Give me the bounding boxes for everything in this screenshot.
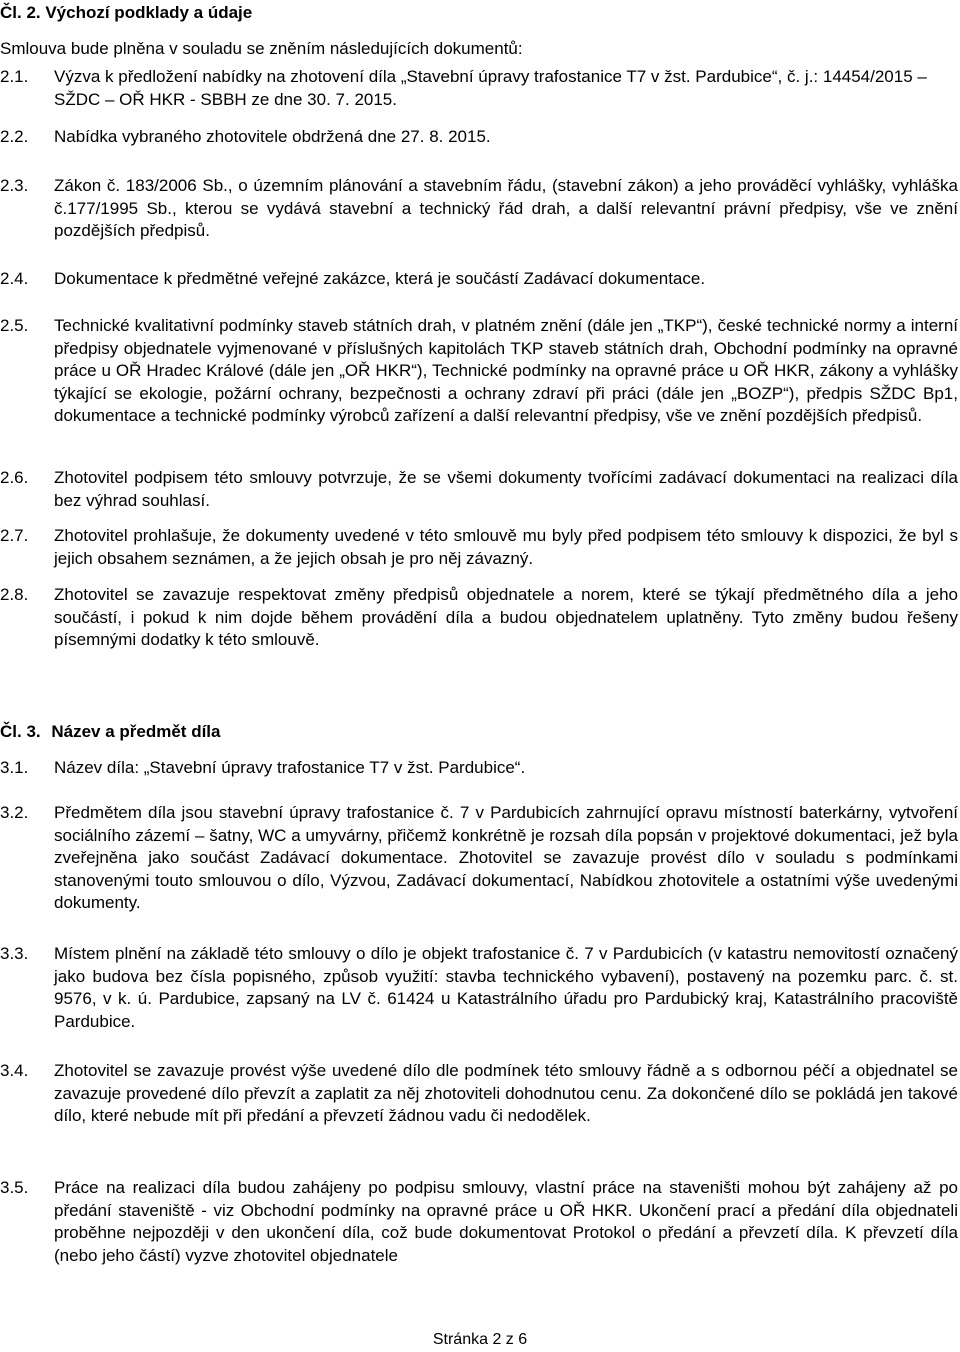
clause-3-4: [0, 1060, 958, 1128]
page-number: Stránka 2 z 6: [432, 1331, 528, 1348]
clause-number: 2.8.: [0, 585, 29, 604]
clause-number: 3.5.: [0, 1178, 29, 1197]
clause-number: 2.5.: [0, 316, 29, 335]
clause-2-2: [0, 126, 958, 149]
clause-text: Název díla: „Stavební úpravy trafostanice T7 v žst. Pardubice“.: [54, 758, 526, 777]
clause-2-5: [0, 315, 958, 428]
clause-text: Dokumentace k předmětné veřejné zakázce, která je součástí Zadávací dokumentace.: [54, 269, 706, 288]
clause-2-7: [0, 525, 958, 570]
clause-number: 2.4.: [0, 269, 29, 288]
section-3-heading-number: Čl. 3.: [0, 722, 41, 741]
clause-text: Výzva k předložení nabídky na zhotovení díla „Stavební úpravy trafostanice T7 v žst. Pardubice“, č. j.: 14454/2015 – SŽDC – OŘ HKR - SBBH ze dne 30. 7. 2015.: [54, 67, 927, 109]
clause-3-1: [0, 757, 958, 780]
clause-text: Nabídka vybraného zhotovitele obdržená dne 27. 8. 2015.: [54, 127, 491, 146]
clause-number: 2.3.: [0, 176, 29, 195]
clause-text: Předmětem díla jsou stavební úpravy trafostanice č. 7 v Pardubicích zahrnující opravu místností baterkárny, vytvoření sociálního zázemí – šatny, WC a umyvárny, přičemž konkrétně je rozsah díla popsán v projektové dokumentaci, jež byla zveřejněna jako součást Zadávací dokumentace. Zhotovitel se zavazuje provést dílo v souladu s podmínkami stanovenými touto smlouvou o dílo, Výzvou, Zadávací dokumentací, Nabídkou zhotovitele a ostatními výše uvedenými dokumenty.: [54, 803, 958, 913]
clause-number: 3.3.: [0, 944, 29, 963]
clause-number: 2.6.: [0, 468, 29, 487]
clause-text: Místem plnění na základě této smlouvy o dílo je objekt trafostanice č. 7 v Pardubicích (v katastru nemovitostí označený jako budova bez čísla popisného, způsob využití: stavba technického vybavení), postavený na pozemku parc. č. st. 9576, v k. ú. Pardubice, zapsaný na LV č. 61424 u Katastrálního úřadu pro Pardubický kraj, Katastrálního pracoviště Pardubice.: [54, 944, 958, 1031]
clause-number: 3.1.: [0, 758, 29, 777]
section-2-intro: Smlouva bude plněna v souladu se zněním následujících dokumentů:: [0, 39, 523, 58]
clause-2-8: [0, 584, 958, 652]
clause-2-3: [0, 175, 958, 243]
clause-number: 2.2.: [0, 127, 29, 146]
section-2-heading: Čl. 2. Výchozí podklady a údaje: [0, 3, 253, 22]
clause-number: 2.1.: [0, 67, 29, 86]
clause-text: Zhotovitel se zavazuje provést výše uvedené dílo dle podmínek této smlouvy řádně a s odbornou péčí a objednatel se zavazuje provedené dílo převzít a zaplatit za něj zhotoviteli dohodnutou cenu. Za dokončené dílo se pokládá jen takové dílo, které nebude mít při předání a převzetí žádnou vadu či nedodělek.: [54, 1061, 958, 1126]
clause-2-1: [0, 66, 958, 111]
clause-text: Zhotovitel podpisem této smlouvy potvrzuje, že se všemi dokumenty tvořícími zadávací dokumentaci na realizaci díla bez výhrad souhlasí.: [54, 468, 958, 510]
clause-number: 3.2.: [0, 803, 29, 822]
clause-3-3: [0, 943, 958, 1033]
clause-number: 3.4.: [0, 1061, 29, 1080]
clause-number: 2.7.: [0, 526, 29, 545]
section-3-heading: [0, 721, 220, 744]
clause-text: Technické kvalitativní podmínky staveb státních drah, v platném znění (dále jen „TKP“), české technické normy a interní předpisy objednatele vyjmenované v příslušných kapitolách TKP staveb státních drah, Obchodní podmínky na opravné práce u OŘ Hradec Králové (dále jen „OŘ HKR“), Technické podmínky na opravné práce u OŘ HKR, zákony a vyhlášky týkající se ekologie, požární ochrany, bezpečnosti a ochrany zdraví při práci (dále jen „BOZP“), předpis SŽDC Bp1, dokumentace a technické podmínky výrobců zařízení a další relevantní předpisy, vše ve znění pozdějších předpisů.: [54, 316, 958, 426]
clause-3-5: [0, 1177, 958, 1267]
clause-3-2: [0, 802, 958, 915]
clause-2-4: [0, 268, 958, 291]
clause-text: Práce na realizaci díla budou zahájeny po podpisu smlouvy, vlastní práce na staveništi mohou být zahájeny až po předání staveniště - viz Obchodní podmínky na opravné práce u OŘ HKR. Ukončení prací a předání díla objednateli proběhne nejpozději v den ukončení díla, což bude dokumentovat Protokol o předání a převzetí díla. K převzetí díla (nebo jeho částí) vyzve zhotovitel objednatele: [54, 1178, 958, 1265]
section-3-heading-title: Název a předmět díla: [51, 722, 221, 741]
clause-text: Zhotovitel prohlašuje, že dokumenty uvedené v této smlouvě mu byly před podpisem této smlouvy k dispozici, že byl s jejich obsahem seznámen, a že jejich obsah je pro něj závazný.: [54, 526, 958, 568]
clause-text: Zhotovitel se zavazuje respektovat změny předpisů objednatele a norem, které se týkají předmětného díla a jeho součástí, i pokud k nim dojde během provádění díla a budou objednatelem uplatněny. Tyto změny budou řešeny písemnými dodatky k této smlouvě.: [54, 585, 958, 650]
clause-text: Zákon č. 183/2006 Sb., o územním plánování a stavebním řádu, (stavební zákon) a jeho prováděcí vyhlášky, vyhláška č.177/1995 Sb., kterou se vydává stavební a technický řád drah, a další relevantní právní předpisy, vše ve znění pozdějších předpisů.: [54, 176, 958, 241]
clause-2-6: [0, 467, 958, 512]
